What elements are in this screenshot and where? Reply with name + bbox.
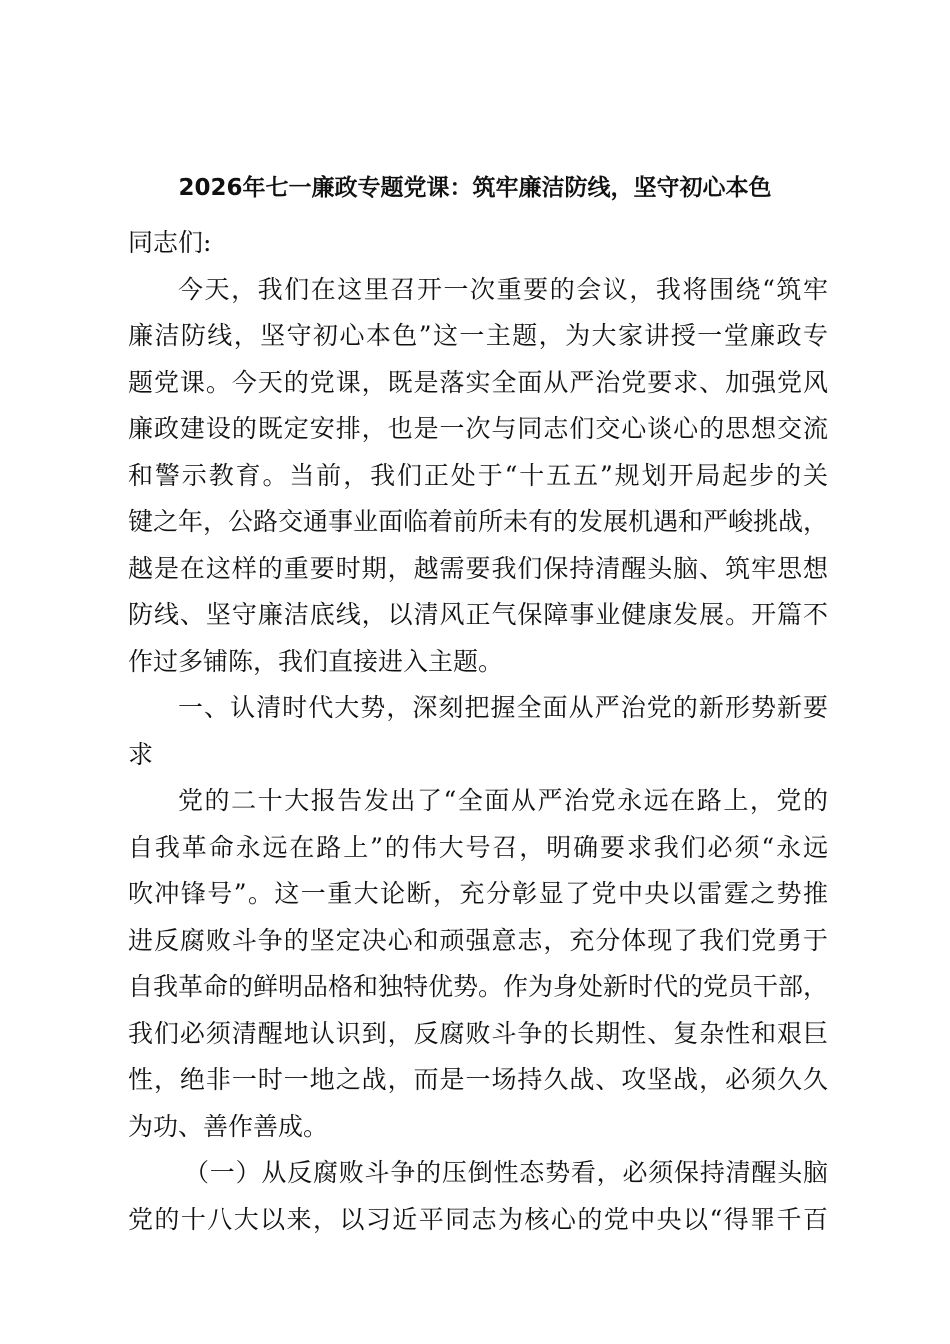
- heading-line: 求: [128, 739, 154, 769]
- text-line: 性，绝非一时一地之战，而是一场持久战、攻坚战，必须久久: [128, 1065, 828, 1094]
- heading-line: （一）从反腐败斗争的压倒性态势看，必须保持清醒头脑: [184, 1158, 828, 1187]
- greeting: 同志们:: [128, 228, 212, 257]
- text-line: 防线、坚守廉洁底线，以清风正气保障事业健康发展。开篇不: [128, 600, 828, 629]
- text-line: 题党课。今天的党课，既是落实全面从严治党要求、加强党风: [128, 367, 828, 397]
- text-line: 党的十八大以来，以习近平同志为核心的党中央以“得罪千百: [128, 1204, 828, 1234]
- text-line: 廉洁防线，坚守初心本色”这一主题，为大家讲授一堂廉政专: [128, 321, 828, 350]
- subsection-heading-1: [128, 1150, 828, 1197]
- document-title: 2026年七一廉政专题党课：筑牢廉洁防线，坚守初心本色: [178, 175, 772, 201]
- text-line: 自我革命永远在路上”的伟大号召，明确要求我们必须“永远: [128, 832, 828, 862]
- text-line: 我们必须清醒地认识到，反腐败斗争的长期性、复杂性和艰巨: [128, 1018, 828, 1048]
- text-line: 作过多铺陈，我们直接进入主题。: [128, 646, 504, 676]
- text-line: 进反腐败斗争的坚定决心和顽强意志，充分体现了我们党勇于: [128, 925, 828, 955]
- section-heading-1: [128, 685, 828, 778]
- text-line: 和警示教育。当前，我们正处于“十五五”规划开局起步的关: [128, 460, 828, 490]
- text-line: 越是在这样的重要时期，越需要我们保持清醒头脑、筑牢思想: [128, 553, 828, 583]
- text-line: 为功、善作善成。: [128, 1111, 329, 1141]
- text-line: 党的二十大报告发出了“全面从严治党永远在路上，党的: [178, 786, 828, 815]
- paragraph-intro: [128, 267, 828, 686]
- text-line: 自我革命的鲜明品格和独特优势。作为身处新时代的党员干部，: [128, 972, 829, 1001]
- paragraph-subsection-1: [128, 1197, 828, 1244]
- text-line: 廉政建设的既定安排，也是一次与同志们交心谈心的思想交流: [128, 414, 828, 443]
- heading-line: 一、认清时代大势，深刻把握全面从严治党的新形势新要: [178, 693, 828, 722]
- text-line: 今天，我们在这里召开一次重要的会议，我将围绕“筑牢: [178, 274, 828, 304]
- text-line: 键之年，公路交通事业面临着前所未有的发展机遇和严峻挑战，: [128, 507, 829, 536]
- text-line: 吹冲锋号”。这一重大论断，充分彰显了党中央以雷霆之势推: [128, 879, 828, 908]
- paragraph-section-1: [128, 778, 828, 1150]
- document-body: [128, 220, 828, 1243]
